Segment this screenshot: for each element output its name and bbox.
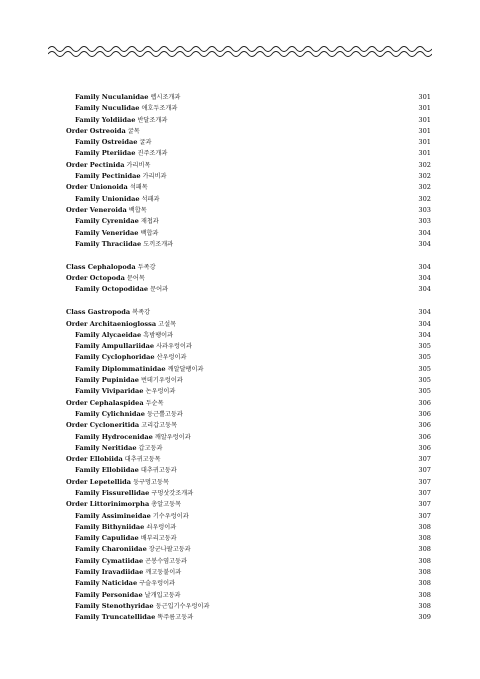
toc-family-row[interactable] [66, 533, 431, 544]
taxon-korean-name: 재첩과 [140, 218, 159, 226]
taxon-latin-name: Family Charoniidae [75, 545, 147, 554]
page-number: 307 [418, 500, 431, 509]
toc-family-row[interactable] [66, 567, 431, 578]
taxon-latin-name: Family Diplommatinidae [75, 364, 166, 373]
toc-family-row[interactable] [66, 137, 431, 148]
taxon-korean-name: 석패목 [129, 184, 148, 192]
taxon-latin-name: Family Nuculidae [75, 104, 140, 113]
toc-class-row[interactable] [66, 262, 431, 273]
page-number: 306 [418, 398, 431, 407]
taxon-latin-name: Order Architaenioglossa [66, 319, 157, 328]
page-number: 305 [418, 342, 431, 351]
taxon-korean-name: 고리갑고둥목 [141, 422, 178, 430]
toc-family-row[interactable] [66, 115, 431, 126]
toc-family-row[interactable] [66, 194, 431, 205]
taxon-latin-name: Family Viviparidae [75, 387, 144, 396]
taxon-korean-name: 둥근뿔고둥과 [146, 410, 183, 418]
page-number: 306 [418, 421, 431, 430]
taxon-latin-name: Order Littorinimorpha [66, 500, 150, 509]
taxon-korean-name: 번데기우렁이과 [140, 377, 183, 385]
toc-family-row[interactable] [66, 171, 431, 182]
page-number: 302 [418, 194, 431, 203]
toc-family-row[interactable] [66, 488, 431, 499]
page-number: 301 [418, 115, 431, 124]
toc-order-row[interactable] [66, 182, 431, 193]
toc-family-row[interactable] [66, 612, 431, 623]
toc-order-row[interactable] [66, 398, 431, 409]
taxon-latin-name: Family Cylichnidae [75, 409, 145, 418]
page-number: 301 [418, 93, 431, 101]
toc-family-row[interactable] [66, 228, 431, 239]
toc-family-row[interactable] [66, 590, 431, 601]
taxon-latin-name: Family Alycaeidae [75, 330, 142, 339]
page-number: 306 [418, 409, 431, 418]
taxon-korean-name: 렙시조개과 [150, 94, 181, 101]
taxon-latin-name: Order Cephalaspidea [66, 398, 144, 407]
taxon-korean-name: 문어목 [126, 275, 145, 283]
toc-family-row[interactable] [66, 432, 431, 443]
taxon-latin-name: Family Ostreidae [75, 138, 138, 147]
taxon-latin-name: Family Neritidae [75, 443, 137, 452]
taxon-korean-name: 총알고둥목 [151, 501, 182, 509]
taxon-latin-name: Family Fissurellidae [75, 488, 150, 497]
taxon-korean-name: 두족강 [137, 263, 156, 271]
page-number: 303 [418, 205, 431, 214]
taxon-latin-name: Family Capulidae [75, 534, 139, 543]
page-number: 304 [418, 262, 431, 271]
toc-family-row[interactable] [66, 92, 431, 103]
toc-family-row[interactable] [66, 443, 431, 454]
toc-family-row[interactable] [66, 239, 431, 250]
toc-order-row[interactable] [66, 499, 431, 510]
page-number: 304 [418, 330, 431, 339]
taxon-latin-name: Family Cyclophoridae [75, 353, 155, 362]
taxon-korean-name: 문어과 [150, 286, 169, 294]
taxon-latin-name: Family Unionidae [75, 194, 140, 203]
toc-family-row[interactable] [66, 364, 431, 375]
toc-family-row[interactable] [66, 544, 431, 555]
taxon-korean-name: 구멍삿갓조개과 [151, 489, 194, 497]
taxon-korean-name: 석패과 [141, 195, 160, 203]
taxon-korean-name: 곤봉수염고둥과 [145, 557, 188, 565]
page-number: 302 [418, 183, 431, 192]
taxon-korean-name: 산우렁이과 [156, 354, 187, 362]
taxon-latin-name: Family Cyrenidae [75, 217, 139, 226]
taxon-korean-name: 복족강 [132, 309, 151, 317]
section-gap [66, 250, 431, 262]
taxon-korean-name: 애호두조개과 [141, 105, 178, 113]
taxon-korean-name: 도끼조개과 [143, 240, 174, 248]
page-number: 303 [418, 217, 431, 226]
page-number: 307 [418, 466, 431, 475]
page-number: 308 [418, 568, 431, 577]
taxon-korean-name: 굴목 [127, 127, 140, 135]
taxon-korean-name: 깨알우렁이과 [154, 433, 191, 441]
page-number: 308 [418, 556, 431, 565]
page-number: 304 [418, 274, 431, 283]
toc-order-row[interactable] [66, 160, 431, 171]
taxon-latin-name: Order Cycloneritida [66, 421, 140, 430]
taxon-latin-name: Family Stenothyridae [75, 601, 154, 610]
toc-family-row[interactable] [66, 375, 431, 386]
toc-class-row[interactable] [66, 307, 431, 318]
page-number: 304 [418, 308, 431, 317]
taxon-latin-name: Family Naticidae [75, 579, 138, 588]
taxon-korean-name: 기수우렁이과 [152, 512, 189, 520]
toc-family-row[interactable] [66, 556, 431, 567]
toc-family-row[interactable] [66, 601, 431, 612]
taxon-latin-name: Family Ampullariidae [75, 342, 155, 351]
taxon-korean-name: 대추귀고둥과 [140, 467, 177, 475]
taxon-korean-name: 사과우렁이과 [156, 343, 192, 351]
page-number: 302 [418, 160, 431, 169]
taxon-latin-name: Family Yoldiidae [75, 115, 136, 124]
taxon-latin-name: Family Thraciidae [75, 239, 142, 248]
taxon-korean-name: 깨알달팽이과 [167, 365, 204, 373]
page-number: 306 [418, 443, 431, 452]
page-number: 308 [418, 601, 431, 610]
toc-order-row[interactable] [66, 477, 431, 488]
taxon-latin-name: Family Pectinidae [75, 172, 141, 181]
toc-family-row[interactable] [66, 341, 431, 352]
taxon-latin-name: Order Octopoda [66, 274, 125, 283]
toc-family-row[interactable] [66, 352, 431, 363]
page-number: 301 [418, 149, 431, 158]
taxon-latin-name: Family Pupinidae [75, 376, 139, 385]
taxon-latin-name: Order Ostreoida [66, 126, 126, 135]
taxon-latin-name: Order Pectinida [66, 160, 125, 169]
taxon-latin-name: Family Nuculanidae [75, 93, 149, 101]
taxon-korean-name: 대추귀고둥목 [124, 456, 161, 464]
page-number: 301 [418, 126, 431, 135]
page-number: 308 [418, 579, 431, 588]
page-number: 307 [418, 511, 431, 520]
taxon-latin-name: Family Personidae [75, 590, 143, 599]
taxon-latin-name: Order Ellobiida [66, 455, 123, 464]
taxon-korean-name: 논우렁이과 [145, 388, 176, 396]
toc-family-row[interactable] [66, 284, 431, 295]
toc-family-row[interactable] [66, 386, 431, 397]
page-number: 302 [418, 172, 431, 181]
page-number: 304 [418, 285, 431, 294]
toc-family-row[interactable] [66, 465, 431, 476]
taxon-latin-name: Family Bithyniidae [75, 522, 145, 531]
taxon-korean-name: 쇠우렁이과 [146, 523, 177, 531]
taxon-latin-name: Class Gastropoda [66, 308, 131, 317]
taxon-korean-name: 깨고둥붙이과 [145, 569, 182, 577]
page-number: 304 [418, 228, 431, 237]
taxon-latin-name: Order Lepetellida [66, 477, 132, 486]
page-number: 305 [418, 353, 431, 362]
taxon-latin-name: Order Veneroida [66, 205, 127, 214]
page-number: 309 [418, 613, 431, 622]
page-number: 307 [418, 455, 431, 464]
taxon-korean-name: 날개입고둥과 [144, 591, 181, 599]
taxon-korean-name: 백합과 [140, 229, 159, 237]
toc-family-row[interactable] [66, 522, 431, 533]
taxon-korean-name: 진주조개과 [137, 150, 168, 158]
section-gap [66, 296, 431, 308]
toc-order-row[interactable] [66, 273, 431, 284]
taxon-latin-name: Class Cephalopoda [66, 262, 136, 271]
page-number: 307 [418, 477, 431, 486]
taxon-latin-name: Family Assimineidae [75, 511, 151, 520]
taxon-korean-name: 고설목 [158, 320, 177, 328]
taxon-korean-name: 똑주름고둥과 [157, 614, 194, 622]
toc-order-row[interactable] [66, 205, 431, 216]
toc-family-row[interactable] [66, 103, 431, 114]
toc-order-row[interactable] [66, 126, 431, 137]
page-number: 305 [418, 376, 431, 385]
taxon-korean-name: 두순목 [145, 399, 164, 407]
toc-family-row[interactable] [66, 330, 431, 341]
page-number: 301 [418, 104, 431, 113]
taxon-latin-name: Family Ellobiidae [75, 466, 139, 475]
page-number: 305 [418, 387, 431, 396]
taxon-latin-name: Family Veneridae [75, 228, 139, 237]
taxon-latin-name: Family Iravadiidae [75, 568, 144, 577]
page-number: 304 [418, 319, 431, 328]
page-number: 304 [418, 239, 431, 248]
toc-family-row[interactable] [66, 148, 431, 159]
taxon-latin-name: Family Octopodidae [75, 285, 149, 294]
taxon-korean-name: 백합목 [128, 206, 147, 214]
page-number: 307 [418, 488, 431, 497]
page-number: 308 [418, 522, 431, 531]
toc-family-row[interactable] [66, 216, 431, 227]
taxon-latin-name: Family Hydrocenidae [75, 432, 153, 441]
taxon-latin-name: Family Truncatellidae [75, 613, 156, 622]
taxon-korean-name: 장군나팔고둥과 [148, 546, 191, 554]
taxon-latin-name: Family Cymatiidae [75, 556, 144, 565]
taxon-korean-name: 갑고둥과 [138, 444, 163, 452]
taxon-korean-name: 굴과 [139, 139, 152, 147]
page-number: 308 [418, 545, 431, 554]
toc-order-row[interactable] [66, 420, 431, 431]
toc-family-row[interactable] [66, 409, 431, 420]
taxon-korean-name: 구슬우렁이과 [139, 580, 176, 588]
taxon-korean-name: 배부리고둥과 [140, 535, 177, 543]
page-number: 301 [418, 138, 431, 147]
toc-family-row[interactable] [66, 511, 431, 522]
page-number: 308 [418, 534, 431, 543]
taxon-korean-name: 둥근입기수우렁이과 [155, 602, 210, 610]
toc-order-row[interactable] [66, 319, 431, 330]
taxon-korean-name: 가리비과 [142, 173, 167, 181]
taxon-korean-name: 가리비목 [126, 161, 151, 169]
taxon-korean-name: 흑밤팽이과 [143, 331, 174, 339]
toc-order-row[interactable] [66, 454, 431, 465]
taxon-latin-name: Order Unionoida [66, 183, 128, 192]
page-number: 305 [418, 364, 431, 373]
taxon-korean-name: 반달조개과 [137, 116, 168, 124]
page-number: 306 [418, 432, 431, 441]
taxon-korean-name: 둥구멍고둥목 [133, 478, 169, 486]
decorative-wave-border [48, 44, 432, 58]
table-of-contents [66, 92, 431, 624]
toc-family-row[interactable] [66, 578, 431, 589]
page-number: 308 [418, 590, 431, 599]
taxon-latin-name: Family Pteriidae [75, 149, 136, 158]
